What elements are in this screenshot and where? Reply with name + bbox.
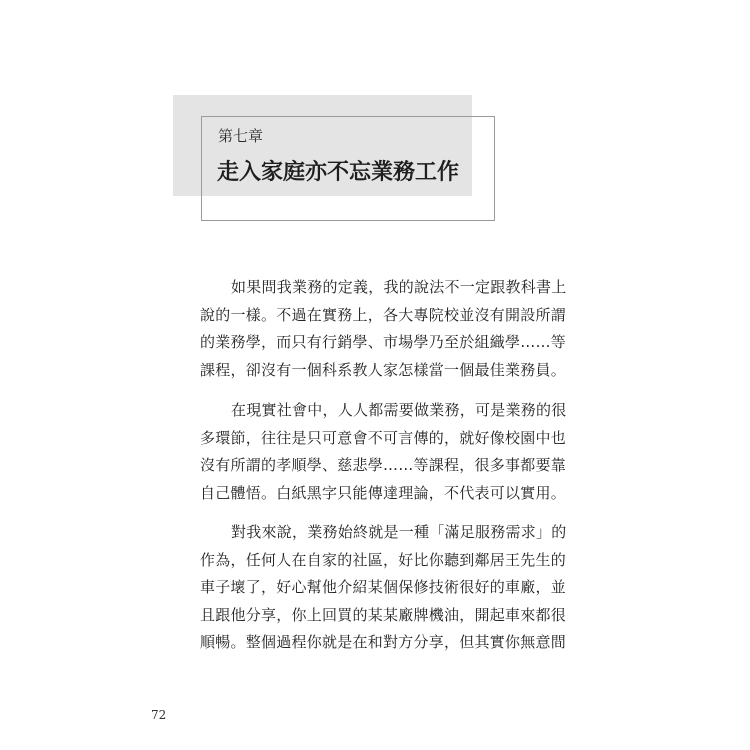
text-line: 說的一樣。不過在實務上，各大專院校並沒有開設所謂 bbox=[200, 305, 567, 324]
body-paragraph-3 bbox=[200, 519, 568, 657]
page-number: 72 bbox=[151, 708, 167, 722]
text-line: 如果問我業務的定義，我的說法不一定跟教科書上 bbox=[231, 278, 567, 296]
chapter-number: 第七章 bbox=[218, 127, 264, 145]
text-line: 順暢。整個過程你就是在和對方分享，但其實你無意間 bbox=[200, 633, 567, 651]
text-line: 自己體悟。白紙黑字只能傳達理論，不代表可以實用。 bbox=[200, 483, 567, 502]
text-line: 課程，卻沒有一個科系教人家怎樣當一個最佳業務員。 bbox=[200, 360, 567, 379]
body-paragraph-1 bbox=[200, 274, 568, 384]
text-line: 在現實社會中，人人都需要做業務，可是業務的很 bbox=[231, 401, 567, 419]
text-line: 車子壞了，好心幫他介紹某個保修技術很好的車廠，並 bbox=[200, 578, 567, 596]
text-line: 且跟他分享，你上回買的某某廠牌機油，開起車來都很 bbox=[200, 605, 567, 624]
text-line: 作為，任何人在自家的社區，好比你聽到鄰居王先生的 bbox=[200, 550, 567, 569]
text-line: 多環節，往往是只可意會不可言傳的，就好像校園中也 bbox=[200, 428, 567, 447]
text-line: 的業務學，而只有行銷學、市場學乃至於組織學……等 bbox=[200, 333, 567, 351]
body-paragraph-2 bbox=[200, 397, 568, 507]
chapter-title: 走入家庭亦不忘業務工作 bbox=[217, 159, 460, 185]
text-line: 沒有所謂的孝順學、慈悲學……等課程，很多事都要靠 bbox=[200, 456, 567, 474]
text-line: 對我來說，業務始終就是一種「滿足服務需求」的 bbox=[231, 523, 567, 541]
